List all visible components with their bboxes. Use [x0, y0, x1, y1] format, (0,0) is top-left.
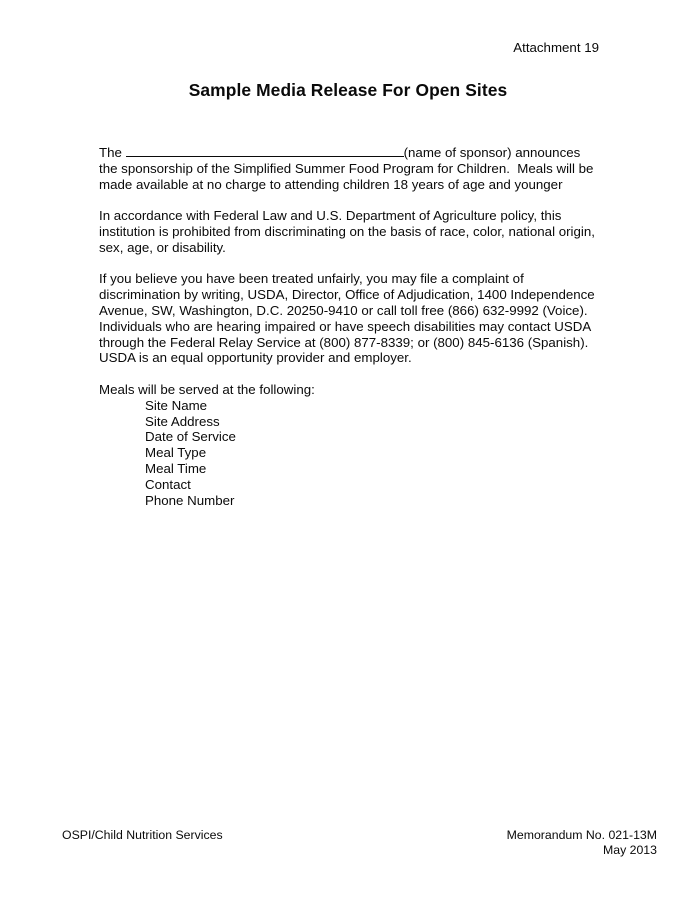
footer-date: May 2013: [602, 843, 657, 857]
meal-site-list: [99, 398, 600, 509]
paragraph-sponsor-announcement: [99, 144, 600, 192]
footer-memorandum: [507, 828, 657, 858]
paragraph-complaint-instructions: If you believe you have been treated unfairly, you may file a complaint of discrimination by writing, USDA, Director, Office of Adjudication, 1400 Independence Avenue, SW, Washington, D.C. 20250-9410 or call toll free (866) 632-9992 (Voice). Individuals who are hearing impaired or have speech disabilities may contact USDA through the Federal Relay Service at (800) 877-8339; or (800) 845-6136 (Spanish). USDA is an equal opportunity provider and employer.: [99, 271, 598, 366]
list-item: Meal Type: [145, 445, 207, 461]
list-item: Site Name: [145, 397, 208, 413]
paragraph-sponsor-suffix: (name of sponsor) announces the sponsorship of the Simplified Summer Food Program for Children. Meals will be made available at no charge to attending children 18 years of age and younger: [99, 145, 598, 192]
list-item: Meal Time: [145, 460, 207, 476]
list-item: Site Address: [145, 413, 220, 429]
attachment-label: Attachment 19: [513, 40, 599, 55]
page-title: Sample Media Release For Open Sites: [188, 80, 508, 100]
list-item: Phone Number: [145, 492, 235, 508]
paragraph-sponsor-prefix: The: [99, 145, 126, 160]
document-body: [99, 144, 600, 508]
list-item: Contact: [145, 476, 191, 492]
sponsor-name-blank-field: [126, 144, 404, 157]
list-item: Date of Service: [145, 429, 236, 445]
meals-served-intro: Meals will be served at the following:: [99, 381, 315, 397]
paragraph-nondiscrimination: In accordance with Federal Law and U.S. Department of Agriculture policy, this institution is prohibited from discriminating on the basis of race, color, national origin, sex, age, or disability.: [99, 208, 599, 255]
footer-organization: OSPI/Child Nutrition Services: [62, 828, 223, 842]
footer-memorandum-number: Memorandum No. 021-13M: [506, 828, 657, 842]
